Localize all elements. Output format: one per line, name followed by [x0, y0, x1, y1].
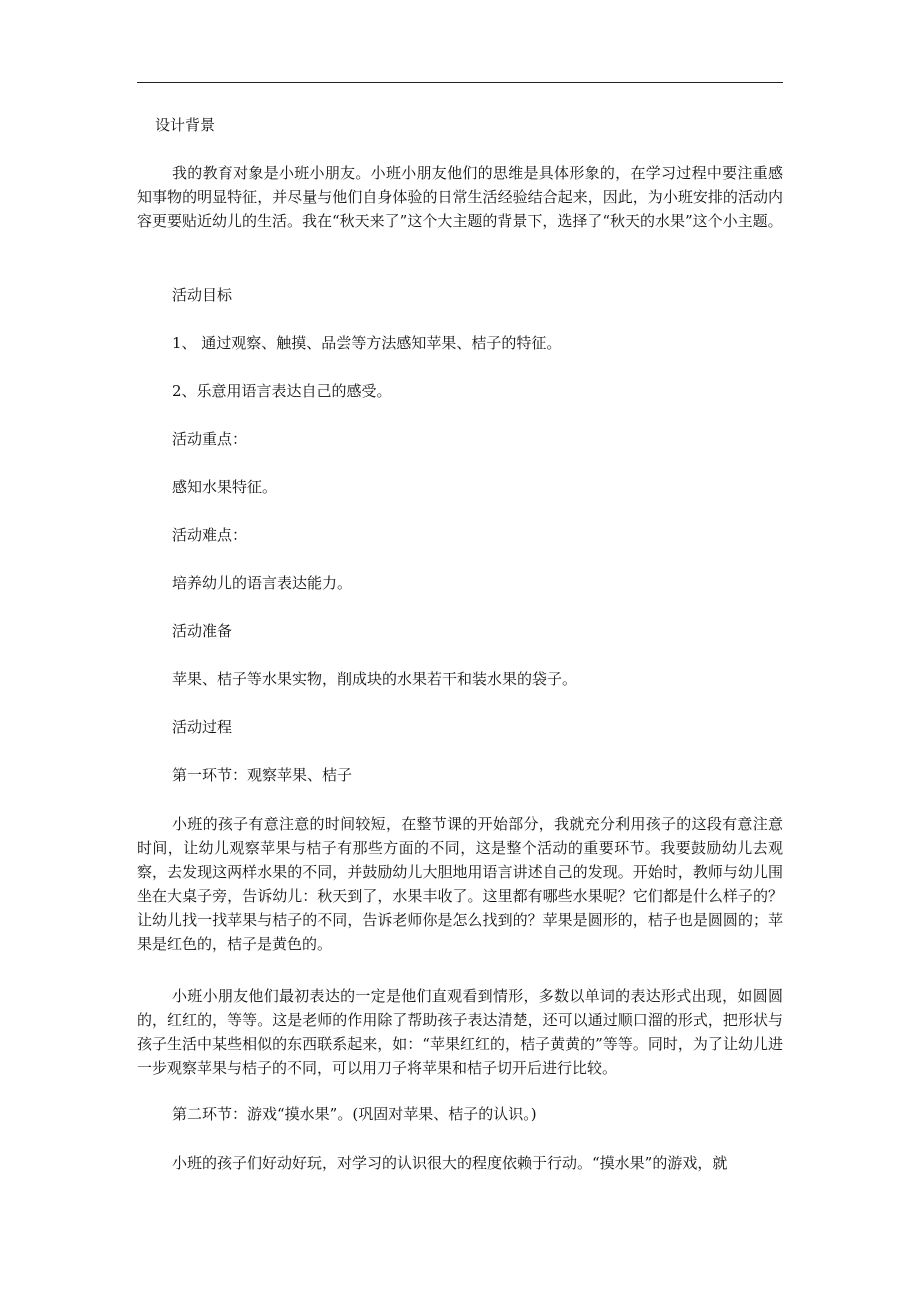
heading-process: 活动过程 [172, 718, 233, 736]
heading-goals: 活动目标 [172, 286, 233, 304]
key-point-text: 感知水果特征。 [172, 478, 278, 496]
goal-item-1: 1、 通过观察、触摸、品尝等方法感知苹果、桔子的特征。 [172, 334, 562, 352]
heading-preparation: 活动准备 [172, 622, 233, 640]
step-1-paragraph-2: 小班小朋友他们最初表达的一定是他们直观看到情形，多数以单词的表达形式出现，如圆圆的，红红的，等等。这是老师的作用除了帮助孩子表达清楚，还可以通过顺口溜的形式，把形状与孩子生活中某些相似的东西联系起来，如：“苹果红红的，桔子黄黄的”等等。同时，为了让幼儿进一步观察苹果与桔子的不同，可以用刀子将苹果和桔子切开后进行比较。 [137, 987, 783, 1077]
heading-design-background: 设计背景 [155, 116, 216, 134]
step-1-title: 第一环节：观察苹果、桔子 [172, 766, 353, 784]
paragraph-background: 我的教育对象是小班小朋友。小班小朋友他们的思维是具体形象的，在学习过程中要注重感知事物的明显特征，并尽量与他们自身体验的日常生活经验结合起来，因此，为小班安排的活动内容更要贴近幼儿的生活。我在“秋天来了”这个大主题的背景下，选择了“秋天的水果”这个小主题。 [137, 164, 783, 230]
heading-difficulty: 活动难点： [172, 526, 248, 544]
step-2-title: 第二环节：游戏“摸水果”。(巩固对苹果、桔子的认识。) [172, 1105, 537, 1123]
preparation-text: 苹果、桔子等水果实物，削成块的水果若干和装水果的袋子。 [172, 670, 578, 688]
goal-item-2: 2、乐意用语言表达自己的感受。 [172, 382, 392, 400]
heading-key-point: 活动重点： [172, 430, 248, 448]
step-2-paragraph-1: 小班的孩子们好动好玩，对学习的认识很大的程度依赖于行动。“摸水果”的游戏，就 [172, 1154, 728, 1172]
difficulty-text: 培养幼儿的语言表达能力。 [172, 574, 353, 592]
step-1-paragraph-1: 小班的孩子有意注意的时间较短，在整节课的开始部分，我就充分利用孩子的这段有意注意时间，让幼儿观察苹果与桔子有那些方面的不同，这是整个活动的重要环节。我要鼓励幼儿去观察，去发现这两样水果的不同，并鼓励幼儿大胆地用语言讲述自己的发现。开始时，教师与幼儿围坐在大桌子旁，告诉幼儿：秋天到了，水果丰收了。这里都有哪些水果呢？它们都是什么样子的？让幼儿找一找苹果与桔子的不同，告诉老师你是怎么找到的？苹果是圆形的，桔子也是圆圆的；苹果是红色的，桔子是黄色的。 [137, 815, 783, 953]
header-rule [137, 82, 783, 83]
